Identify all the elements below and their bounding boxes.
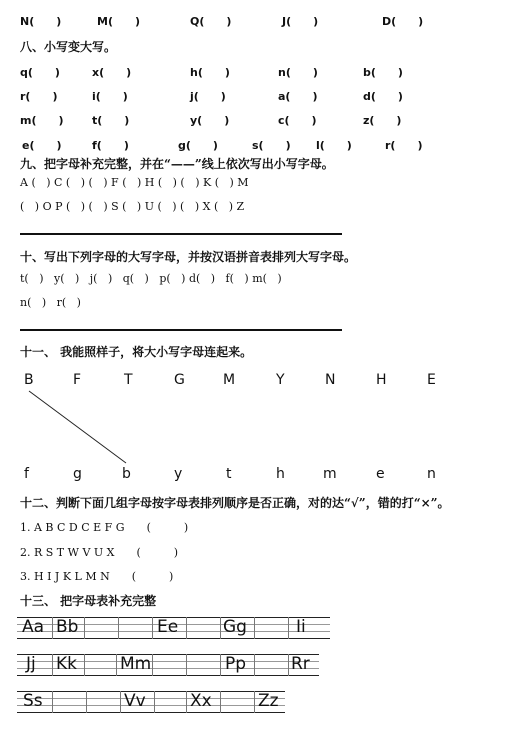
s8-cell: n( ) xyxy=(278,66,318,79)
s8-cell: j( ) xyxy=(190,90,226,103)
s8-cell: z( ) xyxy=(363,114,402,127)
upper-letter: F xyxy=(73,372,82,388)
lower-letter: m xyxy=(323,466,337,482)
s8-cell: m( ) xyxy=(20,114,64,127)
s8-cell: r( ) xyxy=(20,90,58,103)
s8-cell: x( ) xyxy=(92,66,132,79)
s8-cell: s( ) xyxy=(252,139,291,152)
upper-letter: N xyxy=(325,372,336,388)
upper-letter: E xyxy=(427,372,436,388)
letter-pair: Xx xyxy=(190,691,212,711)
s8-cell: e( ) xyxy=(22,139,62,152)
s12-item-1: 1. A B C D C E F G ( ) xyxy=(20,521,189,534)
blank-J: J( ) xyxy=(282,15,319,28)
s8-cell: r( ) xyxy=(385,139,423,152)
s8-cell: q( ) xyxy=(20,66,60,79)
letter-pair: Bb xyxy=(56,617,79,637)
blank-N: N( ) xyxy=(20,15,62,28)
letter-pair: Gg xyxy=(223,617,247,637)
upper-letter: T xyxy=(124,372,133,388)
s8-cell: d( ) xyxy=(363,90,403,103)
lower-letter: e xyxy=(376,466,385,482)
s8-cell: g( ) xyxy=(178,139,218,152)
upper-letter: H xyxy=(376,372,387,388)
letter-pair: Ee xyxy=(157,617,179,637)
section-9-title: 九、把字母补充完整，并在“——”线上依次写出小写字母。 xyxy=(20,157,334,171)
s8-cell: b( ) xyxy=(363,66,403,79)
upper-letter: Y xyxy=(276,372,285,388)
section-10-title: 十、写出下列字母的大写字母，并按汉语拼音表排列大写字母。 xyxy=(20,250,357,264)
s8-cell: l( ) xyxy=(316,139,352,152)
section-12-title: 十二、判断下面几组字母按字母表排列顺序是否正确，对的达“√”，错的打“×”。 xyxy=(20,496,450,510)
lower-letter: h xyxy=(276,466,285,482)
blank-D: D( ) xyxy=(382,15,424,28)
s9-line-2: ( ) O P ( ) ( ) S ( ) U ( ) ( ) X ( ) Z xyxy=(20,200,245,213)
s8-cell: i( ) xyxy=(92,90,128,103)
lower-letter: t xyxy=(226,466,232,482)
letter-pair: Ii xyxy=(296,617,306,637)
s8-cell: c( ) xyxy=(278,114,317,127)
blank-Q: Q( ) xyxy=(190,15,232,28)
s10-line-2: n( ) r( ) xyxy=(20,296,81,309)
s8-cell: y( ) xyxy=(190,114,230,127)
letter-pair: Zz xyxy=(258,691,279,711)
lower-letter: g xyxy=(73,466,82,482)
letter-pair: Vv xyxy=(124,691,146,711)
s8-cell: h( ) xyxy=(190,66,230,79)
s12-item-3: 3. H I J K L M N ( ) xyxy=(20,570,174,583)
letter-pair: Kk xyxy=(56,654,77,674)
section-13-title: 十三、 把字母表补充完整 xyxy=(20,594,157,608)
s8-cell: a( ) xyxy=(278,90,318,103)
section-11-title: 十一、 我能照样子，将大小写字母连起来。 xyxy=(20,345,253,359)
s8-cell: f( ) xyxy=(92,139,129,152)
letter-pair: Jj xyxy=(26,654,36,674)
letter-pair: Rr xyxy=(291,654,310,674)
s9-line-1: A ( ) C ( ) ( ) F ( ) H ( ) ( ) K ( ) M xyxy=(20,176,249,189)
section-8-title: 八、小写变大写。 xyxy=(20,40,117,54)
letter-pair: Mm xyxy=(120,654,152,674)
upper-letter: G xyxy=(174,372,185,388)
s10-line-1: t( ) y( ) j( ) q( ) p( ) d( ) f( ) m( ) xyxy=(20,272,282,285)
lower-letter: b xyxy=(122,466,131,482)
blank-M: M( ) xyxy=(97,15,141,28)
letter-pair: Ss xyxy=(23,691,43,711)
upper-letter: B xyxy=(24,372,34,388)
upper-letter: M xyxy=(223,372,236,388)
s12-item-2: 2. R S T W V U X ( ) xyxy=(20,546,179,559)
letter-pair: Pp xyxy=(225,654,247,674)
s8-cell: t( ) xyxy=(92,114,130,127)
lower-letter: y xyxy=(174,466,183,482)
lower-letter: f xyxy=(24,466,29,482)
lower-letter: n xyxy=(427,466,436,482)
letter-pair: Aa xyxy=(22,617,45,637)
